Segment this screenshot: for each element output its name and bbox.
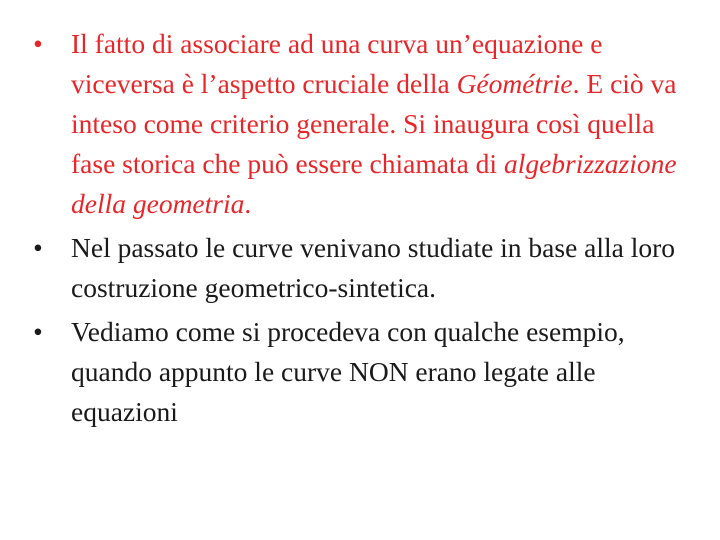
bullet-2-text: Nel passato le curve venivano studiate in base alla loro costruzione geometrico-sintetica. xyxy=(71,232,676,303)
bullet-list xyxy=(28,24,678,436)
bullet-item-esempio xyxy=(28,312,678,432)
bullet-1-text-part2: . E ciò va inteso come criterio generale. Si inaugura così quella fase storica che può essere chiamata di xyxy=(71,68,677,179)
bullet-text xyxy=(71,28,677,219)
bullet-3-text: Vediamo come si procedeva con qualche esempio, quando appunto le curve NON erano legate alle equazioni xyxy=(71,316,625,427)
bullet-marker: • xyxy=(33,316,43,347)
bullet-item-algebrizzazione xyxy=(28,24,678,224)
algebrizzazione-italic: algebrizzazione della geometria xyxy=(71,148,677,219)
bullet-marker: • xyxy=(33,28,43,59)
geometrie-title-italic: Géométrie xyxy=(456,68,573,99)
bullet-marker: • xyxy=(33,232,43,263)
bullet-1-text-part1: Il fatto di associare ad una curva un’equazione e viceversa è l’aspetto cruciale della xyxy=(71,28,603,99)
bullet-item-passato xyxy=(28,228,678,308)
bullet-1-text-part3: . xyxy=(244,188,252,219)
